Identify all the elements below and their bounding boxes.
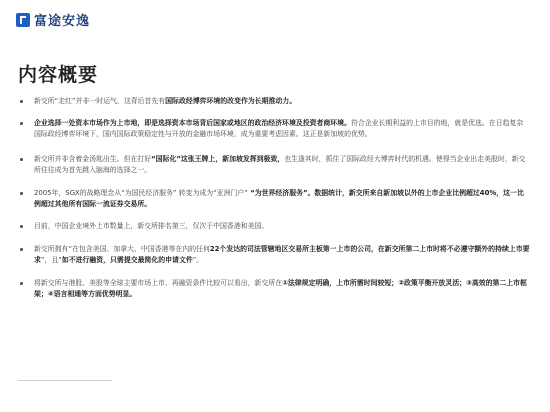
bullet-text-segment: 2005年，SGX的战略理念从“为国民经济服务” 转变为成为“亚洲门户” (34, 189, 248, 197)
bullet-item (18, 244, 530, 266)
bullet-text (34, 278, 530, 300)
bullet-text-segment: 将新交所与港股、美股等全球主要市场上市、再融资条件比较可以看出，新交所在 (34, 279, 283, 287)
bullet-text-emphasis: “国际化”这张王牌上，新加坡发挥到极致， (151, 155, 285, 163)
footnote-divider (18, 380, 112, 381)
bullet-text-segment: 目前，中国企业境外上市数量上，新交所排名第三，仅次于中国香港和美国。 (34, 222, 269, 230)
brand-logo-icon (16, 13, 30, 27)
brand-name: 富途安逸 (34, 14, 91, 29)
bullet-item (18, 96, 530, 107)
page-title: 内容概要 (18, 64, 99, 86)
bullet-text-emphasis: 22个发达的司法管辖地区交易所主板第一上市的公司，在新交所第二上市时将不必遵守额外的持续上市要求 (34, 245, 530, 264)
bullet-item (18, 278, 530, 300)
bullet-text-segment: 新交所拥有“在包含美国、加拿大、中国香港等在内的任何 (34, 245, 210, 253)
bullet-item (18, 154, 530, 176)
bullet-item (18, 221, 530, 232)
bullet-text-segment: 新交所“走红”并非一时运气，这背后首先有 (34, 97, 166, 105)
bullet-text-emphasis: 企业选择一处资本市场作为上市地，即是选择资本市场背后国家或地区的政治经济环境及投资者商环境。 (34, 119, 351, 127)
bullet-text (34, 154, 530, 176)
bullet-text (34, 244, 530, 266)
bullet-text-emphasis: 数据统计，新交所来自新加坡以外的上市企业比例超过40%，这一比例超过其他所有国际一流证券交易所。 (34, 189, 524, 208)
bullet-item (18, 188, 530, 210)
bullet-text-emphasis: 如不进行融资，只需提交最简化的申请文件 (61, 256, 193, 264)
bullet-text-segment: ”，且“ (40, 256, 62, 264)
bullet-text (34, 96, 530, 107)
brand-logo (16, 10, 90, 29)
bullet-text-emphasis: 国际政经博弈环境的改变作为长期推动力。 (165, 97, 297, 105)
bullet-text (34, 118, 530, 140)
bullet-item (18, 118, 530, 140)
bullet-text-emphasis: “为世界经济服务”。 (247, 189, 315, 197)
bullet-text-segment: 符合企业长期利益的上市目的地，就是优选。在日趋复杂国际政经博弈环境下，国内国际政策稳定性与开放的金融市场环境，成为重要考虑因素。这正是新加坡的优势。 (34, 119, 524, 138)
bullet-text (34, 188, 530, 210)
bullet-text-emphasis: ①法律规定明确，上市所需时间较短；②政策平衡开放灵活；③高效的第二上市框架；④语言相通等方面优势明显。 (34, 279, 527, 298)
bullet-text (34, 221, 530, 232)
summary-list (18, 96, 530, 300)
bullet-text-segment: 新交所并非含着金汤匙出生。但在打好 (34, 155, 152, 163)
bullet-text-segment: 也生逢其时，抓住了国际政经大博弈时代的机遇。使得当企业出走美股时，新交所往往成为首先跳入脑海的选择之一。 (34, 155, 526, 174)
bullet-text-segment: ”。 (192, 256, 204, 264)
